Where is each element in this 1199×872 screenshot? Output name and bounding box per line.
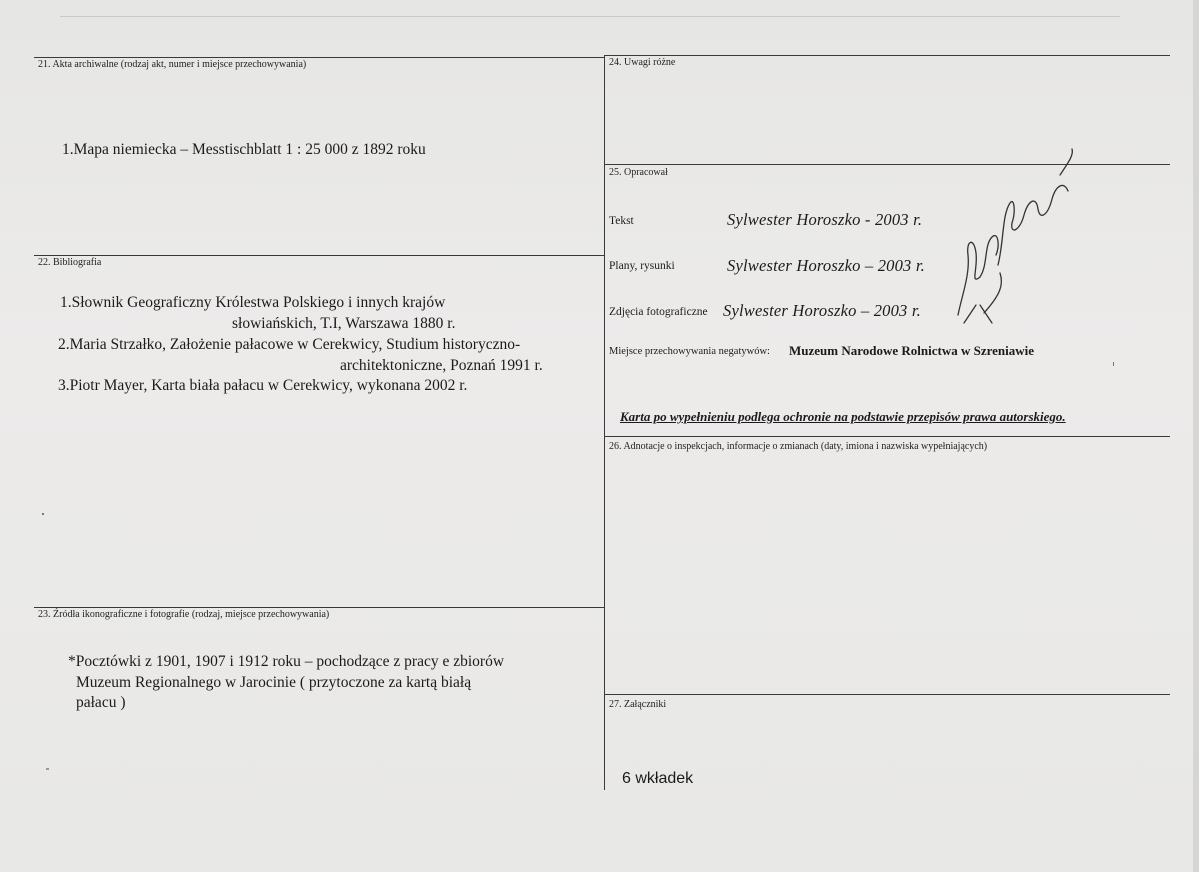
- bibliography-line-1: 1.Słownik Geograficzny Królestwa Polskiego i innych krajów: [60, 294, 446, 311]
- section-21-label: 21. Akta archiwalne (rodzaj akt, numer i miejsce przechowywania): [38, 59, 307, 70]
- section-27-top-border: [604, 694, 1170, 695]
- bibliography-line-3: 2.Maria Strzałko, Założenie pałacowe w Cerekwicy, Studium historyczno-: [58, 336, 521, 353]
- prepared-drawings-label: Plany, rysunki: [609, 260, 675, 272]
- section-24-label: 24. Uwagi różne: [609, 57, 676, 68]
- bibliography-line-5: 3.Piotr Mayer, Karta biała pałacu w Cerekwicy, wykonana 2002 r.: [58, 377, 468, 394]
- sources-line-3: pałacu ): [76, 694, 126, 711]
- section-25-top-border: [604, 164, 1170, 165]
- prepared-text-value: Sylwester Horoszko - 2003 r.: [727, 210, 923, 229]
- bibliography-line-4: architektoniczne, Poznań 1991 r.: [340, 357, 543, 374]
- section-24-top-border: [604, 55, 1170, 56]
- copyright-notice: Karta po wypełnieniu podlega ochronie na podstawie przepisów prawa autorskiego.: [620, 409, 1066, 424]
- section-26-label: 26. Adnotacje o inspekcjach, informacje o zmianach (daty, imiona i nazwiska wypełniających): [609, 441, 988, 452]
- section-22-top-border: [34, 255, 604, 256]
- section-26-top-border: [604, 436, 1170, 437]
- section-23-label: 23. Źródła ikonograficzne i fotografie (rodzaj, miejsce przechowywania): [38, 609, 330, 620]
- prepared-photos-label: Zdjęcia fotograficzne: [609, 306, 708, 318]
- prepared-drawings-value: Sylwester Horoszko – 2003 r.: [727, 256, 925, 275]
- sources-line-2: Muzeum Regionalnego w Jarocinie ( przytoczone za kartą białą: [76, 674, 472, 691]
- bibliography-line-2: słowiańskich, T.I, Warszawa 1880 r.: [232, 315, 456, 332]
- prepared-photos-value: Sylwester Horoszko – 2003 r.: [723, 301, 921, 320]
- section-21-top-border: [34, 57, 604, 58]
- sources-line-1: *Pocztówki z 1901, 1907 i 1912 roku – pochodzące z pracy e zbiorów: [68, 653, 505, 670]
- section-23-top-border: [34, 607, 604, 608]
- prepared-text-label: Tekst: [609, 215, 634, 227]
- scan-dot: [46, 768, 49, 770]
- attachments-value: 6 wkładek: [622, 770, 694, 787]
- page-edge-shadow: [1193, 0, 1199, 872]
- handwritten-signature: [940, 145, 1080, 325]
- top-faint-line: [60, 16, 1120, 17]
- column-divider: [604, 55, 605, 790]
- negatives-storage-value: Muzeum Narodowe Rolnictwa w Szreniawie: [789, 343, 1035, 358]
- section-21-line-1: 1.Mapa niemiecka – Messtischblatt 1 : 25 000 z 1892 roku: [62, 141, 426, 158]
- section-22-label: 22. Bibliografia: [38, 257, 102, 268]
- section-27-label: 27. Załączniki: [609, 699, 667, 710]
- scan-dot: [1113, 362, 1114, 366]
- section-25-label: 25. Opracował: [609, 167, 668, 178]
- negatives-storage-label: Miejsce przechowywania negatywów:: [609, 346, 770, 357]
- scan-dot: [42, 513, 44, 515]
